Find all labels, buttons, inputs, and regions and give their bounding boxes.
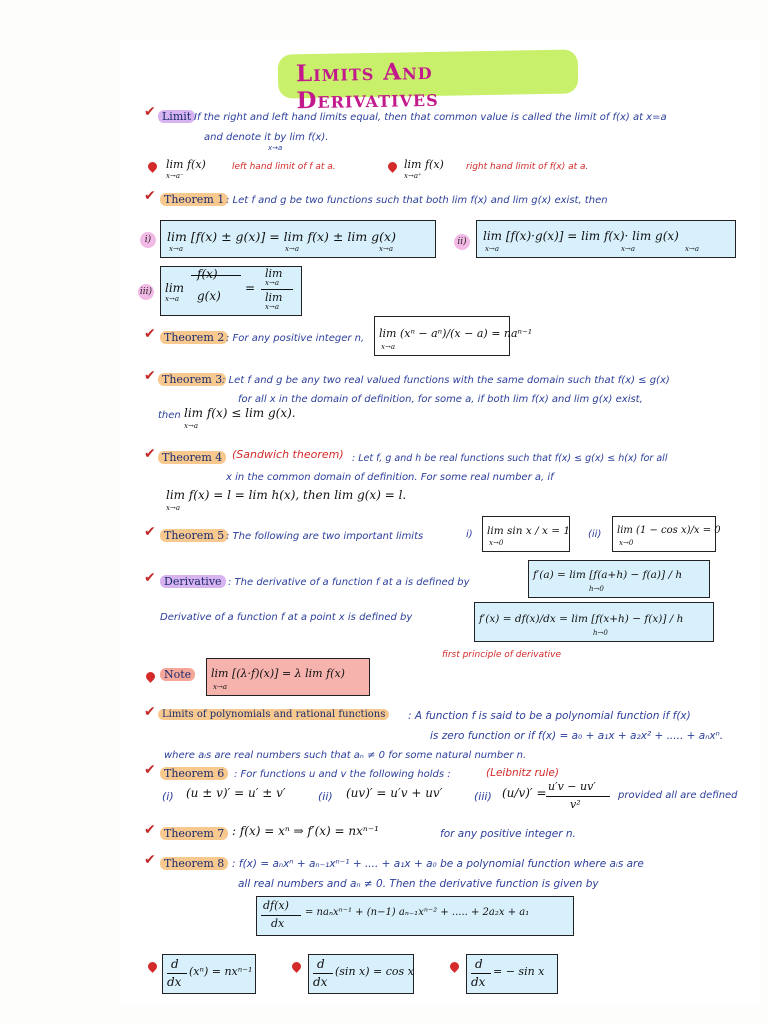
theorem5-formula-ii: lim (1 − cos x)/x = 0 [617, 525, 721, 536]
fraction-bar [471, 973, 491, 974]
check-icon: ✔ [144, 704, 156, 720]
note-label: Note [160, 668, 195, 681]
bottom-f2-num: d [317, 957, 325, 971]
theorem4-label: Theorem 4 [158, 451, 226, 464]
polynomials-line2: is zero function or if f(x) = a₀ + a₁x + a₂x² + ..... + aₙxⁿ. [430, 730, 724, 742]
limit-sub: x→0 [619, 539, 634, 547]
fraction-bar [546, 796, 610, 797]
theorem8-line2: all real numbers and aₙ ≠ 0. Then the derivative function is given by [238, 878, 599, 890]
formula-iii-rhs-den: lim [265, 291, 283, 304]
theorem2-text: : For any positive integer n, [226, 333, 365, 344]
bottom-f3-rhs: = − sin x [493, 965, 545, 978]
bottom-f1-den: dx [167, 975, 182, 989]
theorem3-label: Theorem 3 [158, 373, 226, 386]
formula-box [308, 954, 414, 994]
theorem8-line1: : f(x) = aₙxⁿ + aₙ₋₁xⁿ⁻¹ + .... + a₁x + a₀ be a polynomial function where aᵢs are [232, 858, 644, 870]
theorem3-line2: for all x in the domain of definition, for some a, if both lim f(x) and lim g(x) exist, [238, 394, 643, 405]
bottom-f3-num: d [475, 957, 483, 971]
theorem5-ii: (ii) [588, 529, 602, 540]
formula-box [374, 316, 533, 356]
formula-box [612, 516, 721, 552]
derivative-line1: : The derivative of a function f at a is defined by [228, 577, 470, 588]
check-icon: ✔ [144, 446, 156, 462]
page-title: Limits And Derivatives [295, 57, 439, 115]
formula-box [160, 266, 302, 316]
left-limit-note: left hand limit of f at a. [232, 162, 336, 172]
limit-sub: x→a [169, 245, 183, 253]
limit-sub: x→a [379, 245, 393, 253]
formula-box [160, 220, 436, 258]
formula-box [256, 896, 574, 936]
theorem5-text: : The following are two important limits [226, 531, 424, 542]
bottom-f3-den: dx [471, 975, 486, 989]
leibnitz-rule: (Leibnitz rule) [486, 767, 559, 779]
limit-sub: x→a [285, 245, 299, 253]
check-icon: ✔ [144, 188, 156, 204]
limit-sub: x→a [265, 303, 279, 311]
formula-box [162, 954, 256, 994]
theorem6-formula-iii-den: v² [570, 798, 581, 811]
check-icon: ✔ [144, 326, 156, 342]
derivative-formula2: f′(x) = df(x)/dx = lim [f(x+h) − f(x)] / h [479, 613, 684, 625]
limit-def-line2: and denote it by lim f(x). [204, 132, 329, 143]
roman-ii: ii) [454, 234, 470, 250]
theorem6-tail: provided all are defined [618, 790, 738, 801]
formula-box [528, 560, 710, 598]
formula-box [206, 658, 370, 696]
limit-def-line1: If the right and left hand limits equal, then that common value is called the limit of f(x) at x=a [194, 112, 667, 123]
bottom-f1-num: d [171, 957, 179, 971]
theorem6-formula-iii-lhs: (u/v)′ = [502, 786, 547, 800]
check-icon: ✔ [144, 524, 156, 540]
limit-sub: h→0 [593, 629, 608, 637]
derivative-label: Derivative [160, 575, 226, 588]
check-icon: ✔ [144, 822, 156, 838]
polynomials-label: Limits of polynomials and rational functions [158, 709, 389, 720]
left-limit-expr: lim f(x) [166, 158, 206, 171]
lim-text: lim [165, 281, 185, 295]
limit-sub: x→a [685, 245, 699, 253]
derivative-line2: Derivative of a function f at a point x is defined by [160, 612, 413, 623]
roman-iii: iii) [138, 284, 154, 300]
theorem8-formula-den: dx [271, 917, 285, 930]
limit-sub: x→0 [489, 539, 504, 547]
check-icon: ✔ [144, 368, 156, 384]
formula-box [482, 516, 570, 552]
formula-iii-numerator: f(x) [197, 267, 218, 281]
theorem8-formula-rhs: = naₙxⁿ⁻¹ + (n−1) aₙ₋₁xⁿ⁻² + ..... + 2a₂x + a₁ [305, 907, 530, 918]
derivative-formula1: f′(a) = lim [f(a+h) − f(a)] / h [533, 569, 683, 581]
formula-box [466, 954, 558, 994]
theorem6-formula-ii: (uv)′ = u′v + uv′ [346, 786, 443, 800]
note-formula: lim [(λ·f)(x)] = λ lim f(x) [211, 667, 345, 680]
theorem2-label: Theorem 2 [160, 331, 228, 344]
check-icon: ✔ [144, 852, 156, 868]
limit-def-sub: x→a [268, 144, 283, 152]
check-icon: ✔ [144, 104, 156, 120]
limit-sub: x→a [265, 279, 279, 287]
fraction-bar [261, 289, 293, 290]
roman-i: i) [140, 232, 156, 248]
check-icon: ✔ [144, 570, 156, 586]
theorem6-i: (i) [162, 790, 174, 803]
theorem6-formula-iii-num: u′v − uv′ [548, 780, 596, 793]
theorem3-math: lim f(x) ≤ lim g(x). [184, 406, 296, 420]
fraction-bar [167, 973, 187, 974]
theorem6-iii: (iii) [474, 790, 492, 803]
theorem4-line3: lim f(x) = l = lim h(x), then lim g(x) = l. [166, 488, 407, 502]
right-limit-expr: lim f(x) [404, 158, 444, 171]
limit-sub: x→a [381, 343, 395, 351]
formula-box [474, 602, 714, 642]
theorem3-then: then [158, 410, 181, 421]
theorem6-ii: (ii) [318, 790, 333, 803]
theorem1-label: Theorem 1 [160, 193, 228, 206]
polynomials-line1: : A function f is said to be a polynomial function if f(x) [408, 710, 691, 722]
theorem6-text: : For functions u and v the following holds : [234, 769, 451, 780]
polynomials-line3: where aᵢs are real numbers such that aₙ ≠ 0 for some natural number n. [164, 750, 527, 761]
theorem7-label: Theorem 7 [160, 827, 228, 840]
theorem8-label: Theorem 8 [160, 857, 228, 870]
limit-sub: h→0 [589, 585, 604, 593]
formula-iii-rhs-num: lim [265, 267, 283, 280]
limit-sub: x→a [184, 422, 198, 430]
fraction-bar [261, 915, 301, 916]
left-limit-sub: x→a⁻ [166, 172, 184, 180]
theorem6-label: Theorem 6 [160, 767, 228, 780]
equals-sign: = [245, 281, 256, 295]
theorem7-text: for any positive integer n. [440, 828, 576, 840]
theorem5-i: i) [466, 529, 473, 540]
right-limit-note: right hand limit of f(x) at a. [466, 162, 589, 172]
limit-label: Limit [158, 110, 195, 123]
theorem1-formula-ii: lim [f(x)·g(x)] = lim f(x)· lim g(x) [483, 229, 679, 243]
theorem1-text: : Let f and g be two functions such that both lim f(x) and lim g(x) exist, then [226, 195, 608, 206]
theorem1-formula-i: lim [f(x) ± g(x)] = lim f(x) ± lim g(x) [167, 229, 396, 244]
bottom-f2-den: dx [313, 975, 328, 989]
theorem4-line1: : Let f, g and h be real functions such that f(x) ≤ g(x) ≤ h(x) for all [352, 453, 668, 464]
limit-sub: x→a [213, 683, 227, 691]
formula-iii-denominator: g(x) [197, 289, 221, 303]
bottom-f2-rhs: (sin x) = cos x [335, 965, 414, 978]
theorem7-formula: : f(x) = xⁿ ⇒ f′(x) = nxⁿ⁻¹ [232, 824, 379, 838]
theorem3-line1: : Let f and g be any two real valued functions with the same domain such that f(x) ≤ g(x) [222, 375, 670, 386]
theorem2-formula: lim (xⁿ − aⁿ)/(x − a) = naⁿ⁻¹ [379, 327, 533, 340]
fraction-bar [313, 973, 333, 974]
title-banner [278, 49, 579, 115]
limit-sub: x→a [485, 245, 499, 253]
theorem6-formula-i: (u ± v)′ = u′ ± v′ [186, 786, 286, 800]
theorem5-label: Theorem 5 [160, 529, 228, 542]
theorem5-formula-i: lim sin x / x = 1 [487, 525, 571, 537]
theorem8-formula-num: df(x) [263, 899, 289, 912]
theorem4-line2: x in the common domain of definition. For some real number a, if [226, 472, 554, 483]
bottom-f1-rhs: (xⁿ) = nxⁿ⁻¹ [189, 965, 253, 978]
limit-sub: x→a [621, 245, 635, 253]
first-principle-note: first principle of derivative [442, 650, 561, 660]
formula-box [476, 220, 736, 258]
limit-sub: x→a [166, 504, 180, 512]
limit-sub: x→a [165, 295, 179, 303]
right-limit-sub: x→a⁺ [404, 172, 422, 180]
check-icon: ✔ [144, 762, 156, 778]
sandwich-theorem: (Sandwich theorem) [232, 448, 344, 461]
